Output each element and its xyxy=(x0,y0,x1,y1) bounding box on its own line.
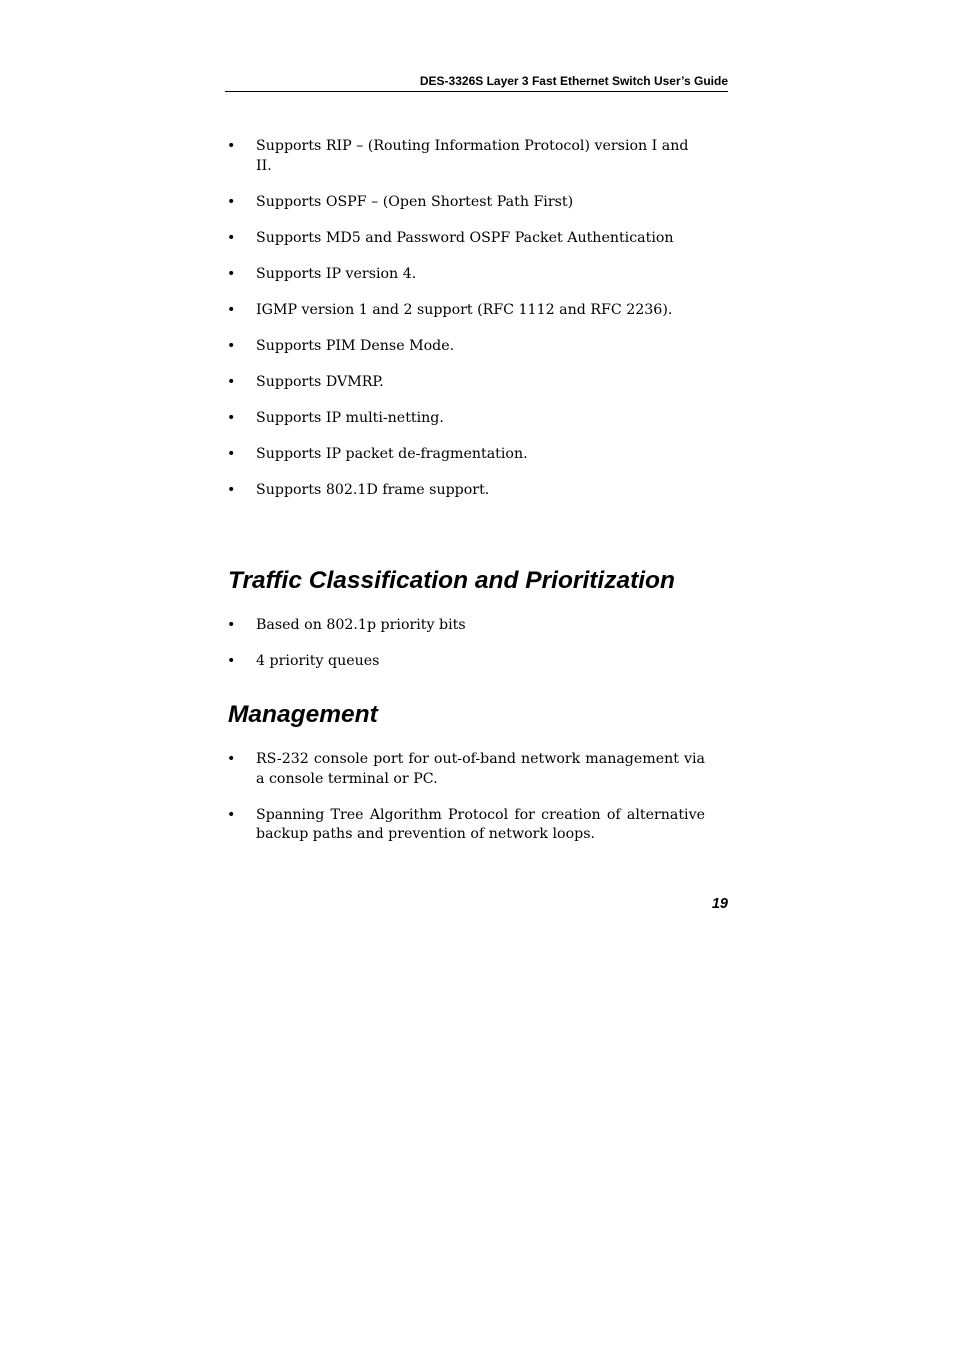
bullet-icon: • xyxy=(227,617,236,633)
list-item xyxy=(225,193,695,213)
list-item xyxy=(225,265,695,285)
bullet-icon: • xyxy=(227,337,236,354)
list-item-text: Spanning Tree Algorithm Protocol for creation of alternative backup paths and prevention of network loops. xyxy=(256,806,705,842)
list-item-text: IGMP version 1 and 2 support (RFC 1112 and RFC 2236). xyxy=(256,301,673,318)
routing-features-list xyxy=(225,137,695,517)
list-item xyxy=(225,337,695,357)
list-item xyxy=(225,445,695,465)
list-item xyxy=(225,301,695,321)
bullet-icon: • xyxy=(227,265,236,282)
list-item xyxy=(225,409,695,429)
list-item xyxy=(225,750,705,789)
bullet-icon: • xyxy=(227,138,236,154)
list-item xyxy=(225,137,695,176)
bullet-icon: • xyxy=(227,229,236,246)
bullet-icon: • xyxy=(227,445,236,462)
list-item xyxy=(225,616,705,636)
section-heading-management: Management xyxy=(228,701,378,728)
list-item xyxy=(225,229,695,249)
list-item-text: Supports MD5 and Password OSPF Packet Authentication xyxy=(256,229,674,246)
list-item-text: Supports 802.1D frame support. xyxy=(256,481,490,498)
bullet-icon: • xyxy=(227,806,236,823)
list-item-text: Supports OSPF – (Open Shortest Path First) xyxy=(256,193,574,210)
page-header: DES-3326S Layer 3 Fast Ethernet Switch User’s Guide xyxy=(225,73,728,92)
list-item-text: RS-232 console port for out-of-band network management via a console terminal or PC. xyxy=(256,751,705,787)
bullet-icon: • xyxy=(227,409,236,426)
bullet-icon: • xyxy=(227,301,236,318)
list-item-text: Supports DVMRP. xyxy=(256,373,384,390)
list-item xyxy=(225,481,695,501)
list-item-text: 4 priority queues xyxy=(256,653,380,669)
list-item-text: Supports IP multi-netting. xyxy=(256,409,444,426)
management-features-list xyxy=(225,750,705,861)
list-item xyxy=(225,373,695,393)
bullet-icon: • xyxy=(227,481,236,498)
list-item-text: Supports RIP – (Routing Information Protocol) version I and II. xyxy=(256,138,689,174)
section-heading-traffic: Traffic Classification and Prioritization xyxy=(228,567,675,594)
list-item-text: Supports IP packet de-fragmentation. xyxy=(256,445,528,462)
traffic-features-list xyxy=(225,616,705,688)
list-item-text: Supports PIM Dense Mode. xyxy=(256,337,455,354)
list-item xyxy=(225,652,705,672)
bullet-icon: • xyxy=(227,751,236,767)
bullet-icon: • xyxy=(227,193,236,210)
list-item xyxy=(225,806,705,845)
page-number: 19 xyxy=(711,896,728,912)
list-item-text: Supports IP version 4. xyxy=(256,265,417,282)
bullet-icon: • xyxy=(227,653,236,669)
bullet-icon: • xyxy=(227,373,236,390)
list-item-text: Based on 802.1p priority bits xyxy=(256,617,466,633)
